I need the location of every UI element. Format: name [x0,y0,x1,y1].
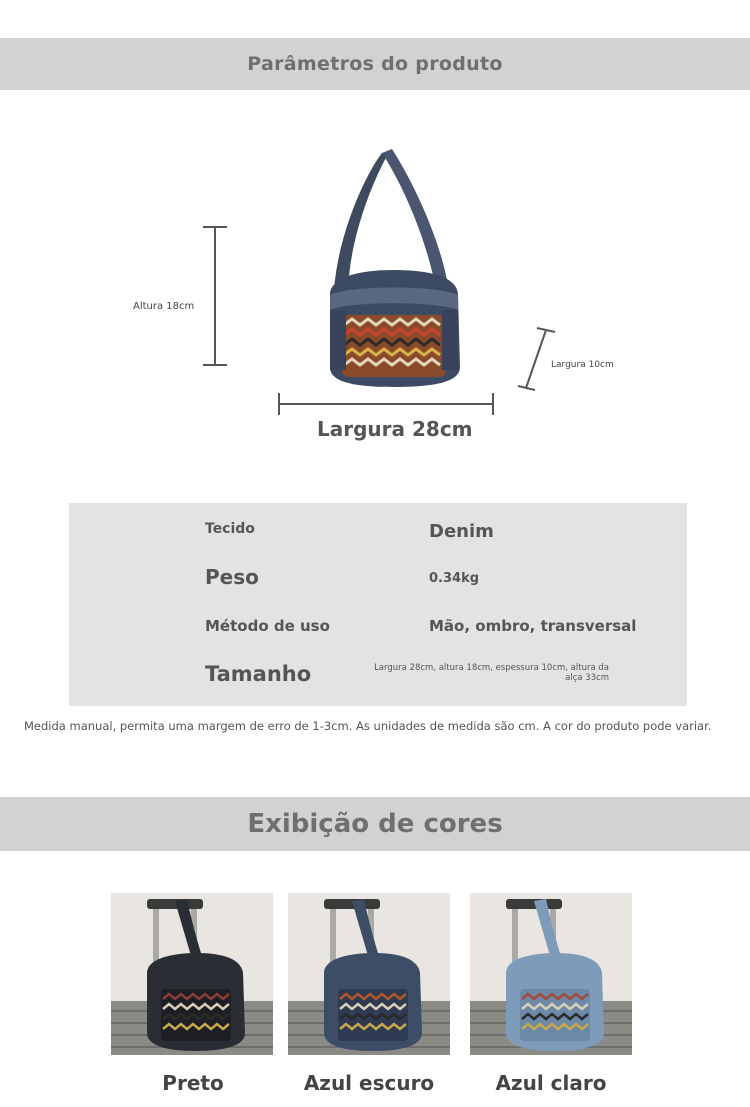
color-name: Azul claro [495,1071,607,1095]
product-diagram [0,90,750,470]
spec-key: Método de uso [205,617,330,635]
bag-image [320,145,468,390]
height-indicator [196,225,232,367]
spec-value: Mão, ombro, transversal [429,617,637,635]
colors-banner [0,797,750,851]
color-name: Preto [162,1071,224,1095]
spec-key: Tamanho [205,662,312,686]
height-label: Altura 18cm [133,301,195,312]
spec-key: Peso [205,565,259,589]
measurement-note: Medida manual, permita uma margem de erro de 1-3cm. As unidades de medida são cm. A cor do produto pode variar. [24,719,712,733]
depth-label: Largura 10cm [551,360,614,370]
spec-table [69,503,687,706]
width-label: Largura 28cm [317,417,473,441]
color-name: Azul escuro [303,1071,435,1095]
color-photo[interactable] [111,893,273,1055]
bag-on-luggage-image [288,893,450,1055]
bag-on-luggage-image [111,893,273,1055]
colors-banner-title: Exibição de cores [247,809,503,839]
color-photo[interactable] [288,893,450,1055]
color-photo[interactable] [470,893,632,1055]
bag-on-luggage-image [470,893,632,1055]
width-indicator [277,391,497,417]
spec-value: Largura 28cm, altura 18cm, espessura 10cm, altura da alça 33cm [374,663,609,683]
spec-value: Denim [429,521,494,542]
params-banner [0,38,750,90]
spec-key: Tecido [205,521,255,537]
params-banner-title: Parâmetros do produto [247,53,503,75]
spec-value: 0.34kg [429,571,480,586]
